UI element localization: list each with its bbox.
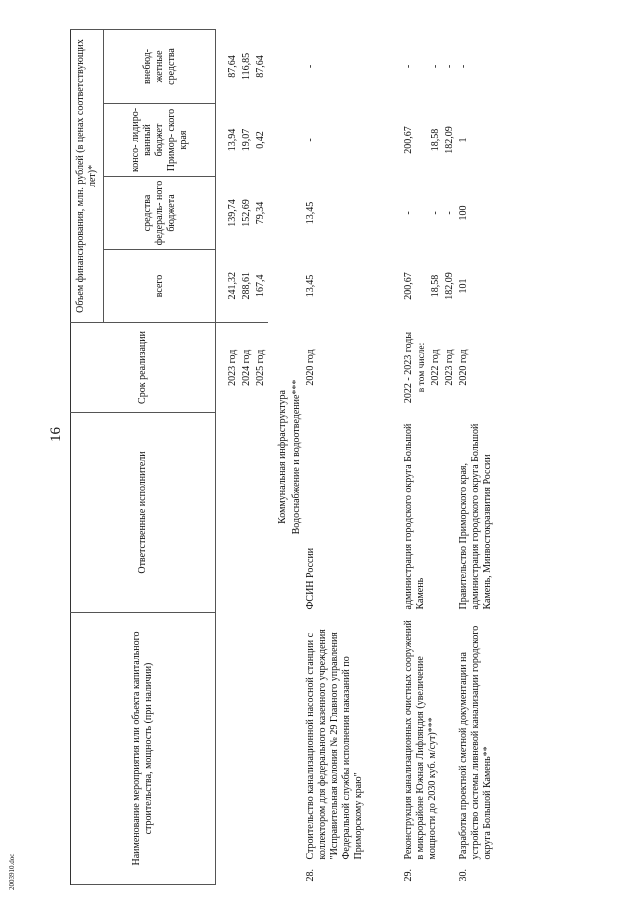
header-offbudget: внебюд- жетные средства	[104, 29, 216, 103]
federal-cell: 100	[457, 205, 469, 221]
total-cell: 241,32	[226, 250, 240, 323]
offbudget-cell: -	[457, 64, 469, 69]
offbudget-cell: 87,64	[254, 55, 266, 78]
table-row	[226, 29, 240, 884]
item-number: 29.	[402, 869, 414, 882]
regional-cell: 13,94	[226, 128, 238, 152]
federal-cell: -	[429, 211, 441, 215]
table-row	[254, 29, 268, 884]
offbudget-cell: 87,64	[226, 55, 238, 78]
offbudget-cell: -	[304, 64, 316, 69]
total-cell: 200,67	[402, 272, 414, 300]
table-row	[240, 29, 254, 884]
footer-filename: 2003910.doc	[8, 853, 16, 890]
federal-cell: 13,45	[304, 201, 316, 225]
federal-cell: -	[443, 211, 455, 215]
period-cell: 2023 год	[443, 349, 455, 386]
federal-cell: 79,34	[254, 201, 266, 225]
funding-table	[70, 29, 495, 885]
period-cell: 2023 год	[226, 349, 238, 386]
regional-cell: 19,07	[240, 128, 252, 152]
item-name: Разработка проектной сметной документации на устройство системы ливневой канализации городского округа Большой Камень**	[457, 625, 493, 860]
regional-cell: 18,58	[429, 128, 441, 152]
period-cell: 2025 год	[254, 349, 266, 386]
total-cell: 13,45	[304, 274, 316, 298]
section-row	[268, 29, 290, 884]
regional-cell: 1	[457, 137, 469, 143]
item-executor: ФСИН России	[304, 547, 316, 610]
federal-cell: 139,74	[226, 199, 238, 227]
subsection-title: Водоснабжение и водоотведение***	[290, 379, 302, 535]
header-period: Срок реализации	[71, 323, 216, 413]
offbudget-cell: -	[429, 64, 441, 69]
offbudget-cell: -	[443, 64, 455, 69]
total-cell: 18,58	[429, 274, 441, 298]
header-name: Наименование мероприятия или объекта капитального строительства, мощность (при наличии)	[71, 613, 216, 885]
period-cell: 2024 год	[240, 349, 252, 386]
item-executor: Правительство Приморского края, администрация городского округа Большой Камень, Минвостокразвития России	[457, 423, 493, 610]
offbudget-cell: 116,85	[240, 52, 252, 81]
total-cell: 101	[457, 278, 469, 294]
item-number: 28.	[304, 869, 316, 882]
total-cell: 288,61	[240, 250, 254, 323]
header-funding: Объем финансирования, млн. рублей (в ценах соответствующих лет)*	[71, 29, 104, 322]
period-cell: 2022 год	[429, 349, 441, 386]
subsection-row	[290, 29, 304, 884]
header-executors: Ответственные исполнители	[71, 413, 216, 613]
total-cell: 182,09	[443, 272, 455, 300]
period-cell: 2020 год	[457, 349, 469, 386]
rotated-table-container	[70, 30, 630, 885]
federal-cell: 152,69	[240, 199, 252, 227]
section-title: Коммунальная инфраструктура	[276, 390, 288, 524]
table-row	[216, 29, 226, 884]
header-federal: средства федераль- ного бюджета	[104, 177, 216, 250]
item-name: Реконструкция канализационных очистных сооружений в микрорайоне Южная Лифляндия (увеличение мощности до 2030 куб. м/сут)***	[402, 620, 438, 860]
total-cell: 167,4	[254, 250, 268, 323]
offbudget-cell: -	[402, 64, 414, 69]
period-cell: 2022 - 2023 годы	[402, 331, 414, 404]
period-cell: 2020 год	[304, 349, 316, 386]
header-regional: консо- лидиро- ванный бюджет Примор- ского края	[104, 104, 216, 177]
regional-cell: 200,67	[402, 126, 414, 154]
regional-cell: 182,09	[443, 126, 455, 154]
table-row	[304, 29, 402, 884]
page-number: 16	[48, 427, 64, 442]
federal-cell: -	[402, 211, 414, 215]
item-number: 30.	[457, 869, 469, 882]
regional-cell: -	[304, 138, 316, 142]
item-executor: администрация городского округа Большой Камень	[402, 423, 426, 610]
table-row	[457, 29, 495, 884]
table-row	[402, 29, 416, 884]
item-name: Строительство канализационной насосной станции с коллектором для федерального казенного учреждения "Исправительная колония № 29 Главного управления Федеральной службы исполнения наказаний по Приморскому краю"	[304, 629, 364, 860]
regional-cell: 0,42	[254, 131, 266, 149]
including-label: в том числе:	[416, 342, 427, 393]
header-total: всего	[104, 250, 216, 323]
